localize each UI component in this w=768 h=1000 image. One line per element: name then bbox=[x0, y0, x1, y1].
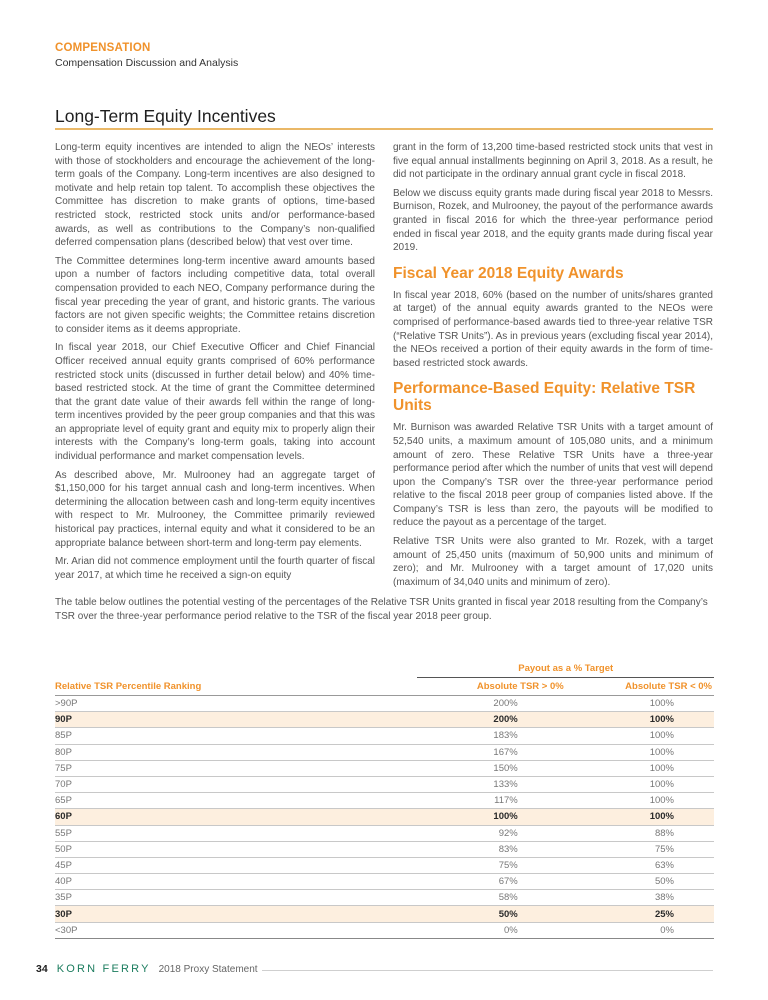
positive-tsr-payout-cell: 67% bbox=[417, 874, 565, 890]
table-row bbox=[55, 744, 714, 760]
ranking-cell: 75P bbox=[55, 760, 417, 776]
payout-table bbox=[55, 660, 714, 939]
subsection-label: Compensation Discussion and Analysis bbox=[55, 57, 239, 69]
ranking-cell: 65P bbox=[55, 793, 417, 809]
negative-tsr-payout-cell: 50% bbox=[566, 874, 714, 890]
column-header-negative-tsr: Absolute TSR < 0% bbox=[625, 681, 712, 692]
payout-group-header: Payout as a % Target bbox=[417, 660, 714, 678]
ranking-cell: 70P bbox=[55, 776, 417, 792]
ranking-cell: 90P bbox=[55, 712, 417, 728]
table-row bbox=[55, 825, 714, 841]
right-column bbox=[393, 141, 713, 594]
title-divider bbox=[55, 128, 713, 130]
positive-tsr-payout-cell: 75% bbox=[417, 857, 565, 873]
table-row bbox=[55, 809, 714, 825]
paragraph: Mr. Arian did not commence employment until the fourth quarter of fiscal year 2017, at which time he received a sign-on equity bbox=[55, 556, 375, 581]
table-row bbox=[55, 841, 714, 857]
negative-tsr-payout-cell: 100% bbox=[566, 744, 714, 760]
ranking-cell: 50P bbox=[55, 841, 417, 857]
negative-tsr-payout-cell: 100% bbox=[566, 809, 714, 825]
negative-tsr-payout-cell: 100% bbox=[566, 776, 714, 792]
brand-logo: KORN FERRY bbox=[56, 963, 151, 975]
ranking-cell: 40P bbox=[55, 874, 417, 890]
positive-tsr-payout-cell: 50% bbox=[417, 906, 565, 922]
page-title: Long-Term Equity Incentives bbox=[55, 106, 276, 126]
negative-tsr-payout-cell: 100% bbox=[566, 728, 714, 744]
negative-tsr-payout-cell: 88% bbox=[566, 825, 714, 841]
paragraph: In fiscal year 2018, our Chief Executive Officer and Chief Financial Officer received annual equity grants comprised of 60% performance restricted stock units (discussed in further detail below) and 40% time-based restricted stock. At the time of grant the Committee determined that the grant date value of their awards fell within the range of long-term incentives provided by the peer group companies and that this was an appropriate level of equity grant and equity mix to properly align their interests with the Company’s long-term goals, taking into account individual performance and market compensation levels. bbox=[55, 342, 375, 463]
positive-tsr-payout-cell: 83% bbox=[417, 841, 565, 857]
table-row bbox=[55, 728, 714, 744]
table-row bbox=[55, 712, 714, 728]
positive-tsr-payout-cell: 183% bbox=[417, 728, 565, 744]
paragraph: As described above, Mr. Mulrooney had an aggregate target of $1,150,000 for his target annual cash and long-term incentives. When determining the allocation between cash and long-term equity incentives with respect to Mr. Mulrooney, the Committee primarily reviewed historical pay practices, internal equity and what it considered to be an appropriate balance between short-term and long-term pay elements. bbox=[55, 469, 375, 549]
positive-tsr-payout-cell: 200% bbox=[417, 696, 565, 712]
relative-tsr-heading: Performance-Based Equity: Relative TSR Units bbox=[393, 380, 696, 415]
table-row bbox=[55, 793, 714, 809]
paragraph: The Committee determines long-term incentive award amounts based upon a number of factors including competitive data, total overall compensation provided to each NEO, Company performance during the fiscal year preceding the year of grant, and historic grants. The various factors are not given specific weights; the Committee retains discretion to consider items as it deems appropriate. bbox=[55, 255, 375, 335]
page-number: 34 bbox=[36, 963, 48, 975]
positive-tsr-payout-cell: 92% bbox=[417, 825, 565, 841]
paragraph: Below we discuss equity grants made during fiscal year 2018 to Messrs. Burnison, Rozek, and Mulrooney, the payout of the performance awards granted in fiscal 2016 for which the three-year performance period ended in fiscal year 2018, and the equity grants made during fiscal year 2019. bbox=[393, 187, 713, 254]
positive-tsr-payout-cell: 133% bbox=[417, 776, 565, 792]
column-header-ranking: Relative TSR Percentile Ranking bbox=[55, 680, 202, 692]
negative-tsr-payout-cell: 0% bbox=[566, 922, 714, 938]
table-group-header-row bbox=[55, 660, 714, 678]
paragraph: Relative TSR Units were also granted to Mr. Rozek, with a target amount of 25,450 units (maximum of 50,900 units and minimum of zero); and Mr. Mulrooney with a target amount of 17,020 units (maximum of 34,040 units and minimum of zero). bbox=[393, 536, 713, 588]
ranking-cell: 35P bbox=[55, 890, 417, 906]
fy2018-equity-heading: Fiscal Year 2018 Equity Awards bbox=[393, 264, 624, 282]
table-row bbox=[55, 760, 714, 776]
table-row bbox=[55, 874, 714, 890]
negative-tsr-payout-cell: 100% bbox=[566, 696, 714, 712]
positive-tsr-payout-cell: 100% bbox=[417, 809, 565, 825]
table-row bbox=[55, 696, 714, 712]
section-label: COMPENSATION bbox=[55, 42, 151, 54]
negative-tsr-payout-cell: 100% bbox=[566, 760, 714, 776]
ranking-cell: 45P bbox=[55, 857, 417, 873]
ranking-cell: 30P bbox=[55, 906, 417, 922]
paragraph: In fiscal year 2018, 60% (based on the number of units/shares granted at target) of the annual equity awards granted to the NEOs were comprised of performance-based awards tied to three-year relative TSR (“Relative TSR Units”). As in previous years (excluding fiscal year 2014), the NEOs received a portion of their equity awards in the form of time-based restricted stock awards. bbox=[393, 289, 713, 369]
positive-tsr-payout-cell: 0% bbox=[417, 922, 565, 938]
table-header-spacer bbox=[55, 660, 417, 678]
table-row bbox=[55, 906, 714, 922]
negative-tsr-payout-cell: 75% bbox=[566, 841, 714, 857]
table-row bbox=[55, 890, 714, 906]
table-row bbox=[55, 857, 714, 873]
ranking-cell: 80P bbox=[55, 744, 417, 760]
ranking-cell: <30P bbox=[55, 922, 417, 938]
positive-tsr-payout-cell: 200% bbox=[417, 712, 565, 728]
paragraph: grant in the form of 13,200 time-based restricted stock units that vest in five equal annual installments beginning on April 3, 2018. As a result, he did not participate in the ordinary annual grant cycle in fiscal 2018. bbox=[393, 142, 713, 181]
left-column bbox=[55, 141, 375, 587]
ranking-cell: 60P bbox=[55, 809, 417, 825]
table-row bbox=[55, 922, 714, 938]
table-intro-paragraph: The table below outlines the potential vesting of the percentages of the Relative TSR Units granted in fiscal year 2018 resulting from the Company’s TSR over the three-year performance period relative to the TSR of the fiscal year 2018 peer group. bbox=[55, 597, 708, 622]
document-name: 2018 Proxy Statement bbox=[158, 963, 258, 975]
positive-tsr-payout-cell: 167% bbox=[417, 744, 565, 760]
positive-tsr-payout-cell: 58% bbox=[417, 890, 565, 906]
negative-tsr-payout-cell: 38% bbox=[566, 890, 714, 906]
table-row bbox=[55, 776, 714, 792]
negative-tsr-payout-cell: 100% bbox=[566, 712, 714, 728]
footer-rule bbox=[262, 970, 713, 971]
positive-tsr-payout-cell: 150% bbox=[417, 760, 565, 776]
table-header-row bbox=[55, 678, 714, 696]
negative-tsr-payout-cell: 63% bbox=[566, 857, 714, 873]
negative-tsr-payout-cell: 100% bbox=[566, 793, 714, 809]
table-body bbox=[55, 696, 714, 939]
ranking-cell: 85P bbox=[55, 728, 417, 744]
paragraph: Mr. Burnison was awarded Relative TSR Units with a target amount of 52,540 units, a maximum amount of 105,080 units, and a minimum amount of zero. These Relative TSR Units have a three-year performance period after which the number of units that vest will depend upon the Company’s TSR over the three-year performance period relative to the fiscal 2018 peer group of companies listed above. If the Company’s TSR is less than zero, the payouts will be modified to reduce the payout as a percentage of the target. bbox=[393, 422, 713, 529]
negative-tsr-payout-cell: 25% bbox=[566, 906, 714, 922]
paragraph: Long-term equity incentives are intended to align the NEOs’ interests with those of stockholders and encourage the achievement of the long-term goals of the Company. Long-term incentives are also designed to motivate and help retain top talent. To accomplish these objectives the Committee has discretion to make grants of options, time-based restricted stock, restricted stock units and/or performance-based awards, as well as contributions to the Company’s non-qualified deferred compensation plans (described below) that vest over time. bbox=[55, 142, 375, 249]
column-header-positive-tsr: Absolute TSR > 0% bbox=[476, 681, 564, 692]
ranking-cell: 55P bbox=[55, 825, 417, 841]
page-footer bbox=[36, 962, 713, 976]
ranking-cell: >90P bbox=[55, 696, 417, 712]
positive-tsr-payout-cell: 117% bbox=[417, 793, 565, 809]
